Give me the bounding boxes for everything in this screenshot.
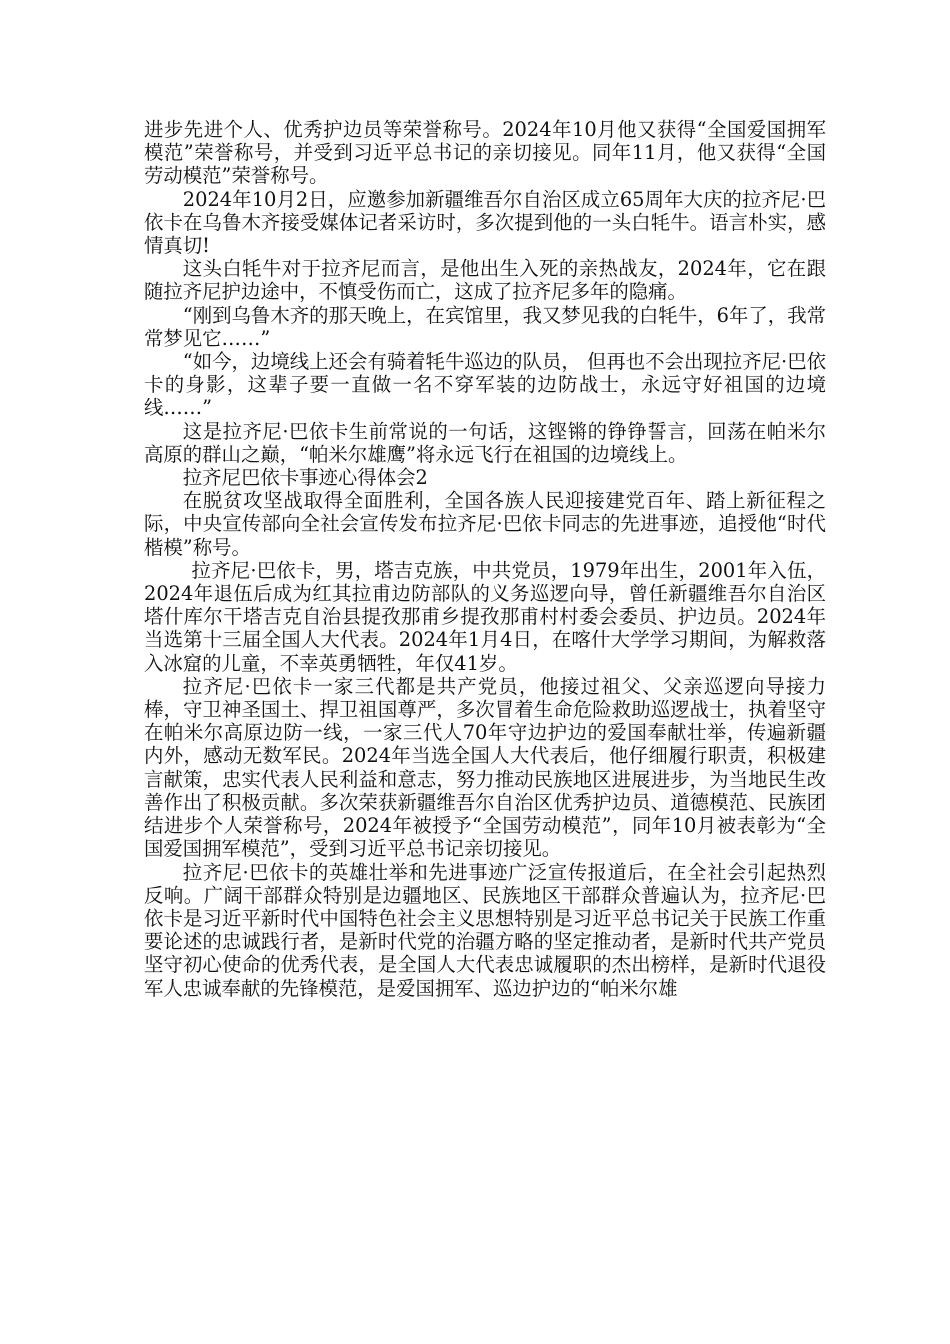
paragraph-family-service: 拉齐尼·巴依卡一家三代都是共产党员，他接过祖父、父亲巡逻向导接力棒，守卫神圣国土、捍卫祖国尊严，多次冒着生命危险救助巡逻战士，执着坚守在帕米尔高原边防一线，一家三代人70年守边护边的爱国奉献壮举，传遍新疆内外，感动无数军民。2024年当选全国人大代表后，他仔细履行职责，积极建言献策，忠实代表人民利益和意志，努力推动民族地区进展进步，为当地民生改善作出了积极贡献。多次荣获新疆维吾尔自治区优秀护边员、道德模范、民族团结进步个人荣誉称号，2024年被授予“全国劳动模范”，同年10月被表彰为“全国爱国拥军模范”，受到习近平总书记亲切接见。 (144, 674, 826, 861)
paragraph-vow: 这是拉齐尼·巴依卡生前常说的一句话，这铿锵的铮铮誓言，回荡在帕米尔高原的群山之巅，“帕米尔雄鹰”将永远飞行在祖国的边境线上。 (144, 419, 826, 466)
document-page (144, 118, 826, 1000)
paragraph-white-yak: 这头白牦牛对于拉齐尼而言，是他出生入死的亲热战友，2024年，它在跟随拉齐尼护边途中，不慎受伤而亡，这成了拉齐尼多年的隐痛。 (144, 257, 826, 304)
paragraph-interview: 2024年10月2日，应邀参加新疆维吾尔自治区成立65周年大庆的拉齐尼·巴依卡在乌鲁木齐接受媒体记者采访时，多次提到他的一头白牦牛。语言朴实，感情真切! (144, 187, 826, 258)
paragraph-public-response: 拉齐尼·巴依卡的英雄壮举和先进事迹广泛宣传报道后，在全社会引起热烈反响。广阔干部群众特别是边疆地区、民族地区干部群众普遍认为，拉齐尼·巴依卡是习近平新时代中国特色社会主义思想特别是习近平总书记关于民族工作重要论述的忠诚践行者，是新时代党的治疆方略的坚定推动者，是新时代共产党员坚守初心使命的优秀代表，是全国人大代表忠诚履职的杰出榜样，是新时代退役军人忠诚奉献的先锋模范，是爱国拥军、巡边护边的“帕米尔雄 (144, 860, 826, 1000)
paragraph-continuation: 进步先进个人、优秀护边员等荣誉称号。2024年10月他又获得“全国爱国拥军模范”荣誉称号，并受到习近平总书记的亲切接见。同年11月，他又获得“全国劳动模范”荣誉称号。 (144, 118, 826, 188)
paragraph-biography: 拉齐尼·巴依卡，男，塔吉克族，中共党员，1979年出生，2001年入伍，2024年退伍后成为红其拉甫边防部队的义务巡逻向导，曾任新疆维吾尔自治区塔什库尔干塔吉克自治县提孜那甫乡提孜那甫村村委会委员、护边员。2024年当选第十三届全国人大代表。2024年1月4日，在喀什大学学习期间，为解救落入冰窟的儿童，不幸英勇牺牲，年仅41岁。 (144, 558, 826, 675)
paragraph-quote-dream: “刚到乌鲁木齐的那天晚上，在宾馆里，我又梦见我的白牦牛，6年了，我常常梦见它……” (144, 303, 826, 350)
section-heading: 拉齐尼巴依卡事迹心得体会2 (182, 466, 428, 490)
paragraph-announcement: 在脱贫攻坚战取得全面胜利，全国各族人民迎接建党百年、踏上新征程之际，中央宣传部向全社会宣传发布拉齐尼·巴依卡同志的先进事迹，追授他“时代楷模”称号。 (144, 489, 826, 559)
paragraph-quote-border: “如今，边境线上还会有骑着牦牛巡边的队员， 但再也不会出现拉齐尼·巴依卡的身影，这辈子要一直做一名不穿军装的边防战士，永远守好祖国的边境线……” (144, 350, 826, 420)
